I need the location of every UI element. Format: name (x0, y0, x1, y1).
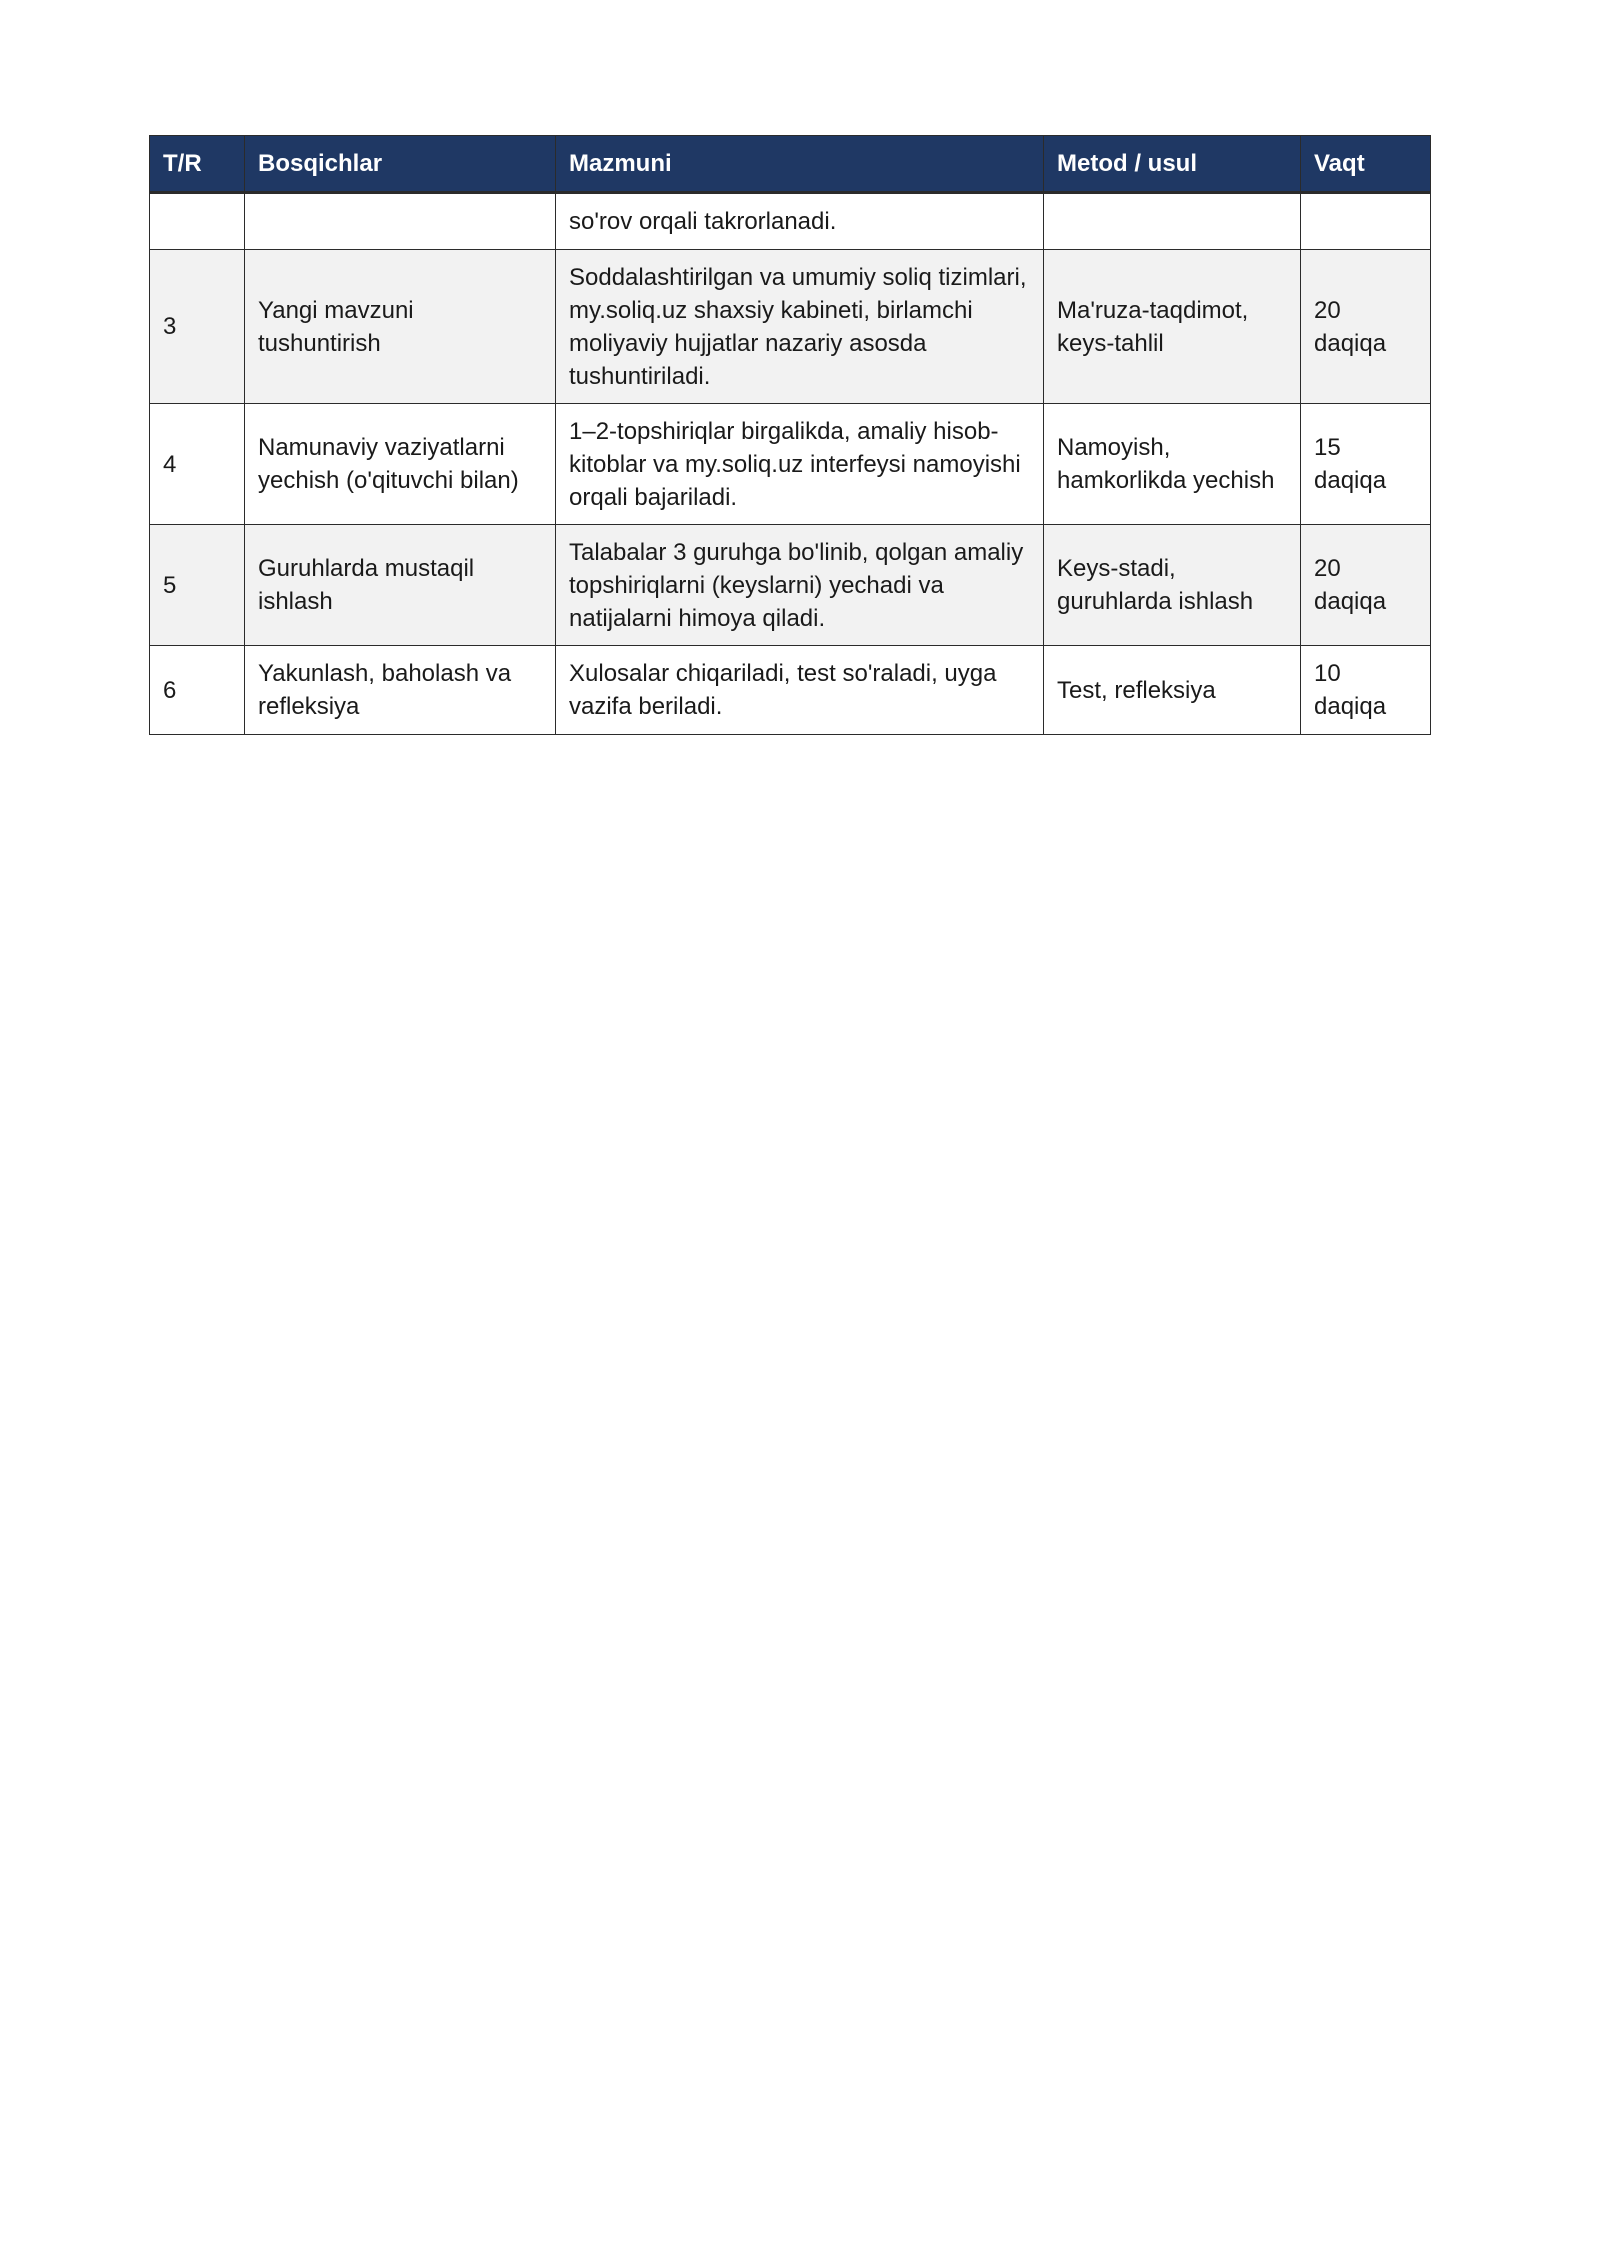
lesson-plan-table (149, 135, 1431, 735)
cell-tr: 3 (150, 250, 245, 404)
header-stages: Bosqichlar (245, 136, 556, 193)
table-row (150, 404, 1431, 525)
table-row (150, 525, 1431, 646)
cell-method: Ma'ruza-taqdimot, keys-tahlil (1044, 250, 1301, 404)
cell-method: Keys-stadi, guruhlarda ishlash (1044, 525, 1301, 646)
cell-tr: 4 (150, 404, 245, 525)
cell-tr: 6 (150, 646, 245, 735)
cell-time: 15 daqiqa (1301, 404, 1431, 525)
table-row (150, 193, 1431, 250)
cell-content: Soddalashtirilgan va umumiy soliq tizimlari, my.soliq.uz shaxsiy kabineti, birlamchi moliyaviy hujjatlar nazariy asosda tushuntiriladi. (556, 250, 1044, 404)
cell-content: Talabalar 3 guruhga bo'linib, qolgan amaliy topshiriqlarni (keyslarni) yechadi va natijalarni himoya qiladi. (556, 525, 1044, 646)
cell-stage: Guruhlarda mustaqil ishlash (245, 525, 556, 646)
table-row (150, 646, 1431, 735)
cell-stage: Yakunlash, baholash va refleksiya (245, 646, 556, 735)
cell-content: Xulosalar chiqariladi, test so'raladi, uyga vazifa beriladi. (556, 646, 1044, 735)
cell-stage: Namunaviy vaziyatlarni yechish (o'qituvchi bilan) (245, 404, 556, 525)
header-time: Vaqt (1301, 136, 1431, 193)
cell-method: Namoyish, hamkorlikda yechish (1044, 404, 1301, 525)
cell-content: 1–2-topshiriqlar birgalikda, amaliy hisob-kitoblar va my.soliq.uz interfeysi namoyishi orqali bajariladi. (556, 404, 1044, 525)
cell-stage (245, 193, 556, 250)
header-content: Mazmuni (556, 136, 1044, 193)
cell-tr (150, 193, 245, 250)
cell-method: Test, refleksiya (1044, 646, 1301, 735)
cell-time: 20 daqiqa (1301, 250, 1431, 404)
cell-time: 20 daqiqa (1301, 525, 1431, 646)
header-tr: T/R (150, 136, 245, 193)
cell-method (1044, 193, 1301, 250)
cell-tr: 5 (150, 525, 245, 646)
cell-content: so'rov orqali takrorlanadi. (556, 193, 1044, 250)
cell-time: 10 daqiqa (1301, 646, 1431, 735)
cell-stage: Yangi mavzuni tushuntirish (245, 250, 556, 404)
table-header-row (150, 136, 1431, 193)
header-method: Metod / usul (1044, 136, 1301, 193)
table-row (150, 250, 1431, 404)
cell-time (1301, 193, 1431, 250)
